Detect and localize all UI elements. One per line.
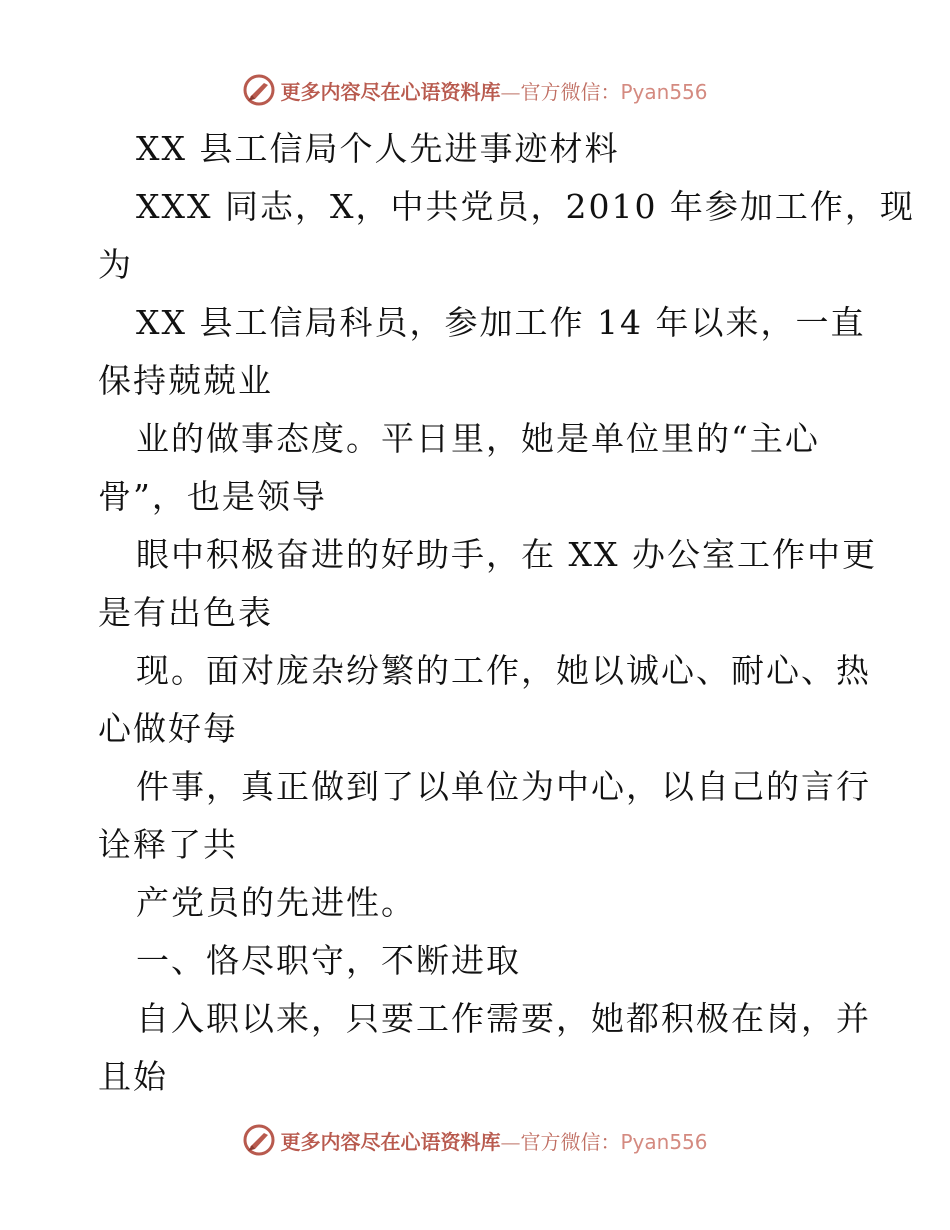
watermark-wechat-label: 官方微信：	[520, 79, 621, 104]
watermark-wechat-id: Pyan556	[620, 1129, 708, 1154]
document-title: XX 县工信局个人先进事迹材料	[136, 129, 620, 168]
text-line: 是有出色表	[98, 593, 273, 632]
text-line: 一、恪尽职守，不断进取	[136, 941, 521, 980]
watermark-main-text: 更多内容尽在心语资料库	[280, 1129, 501, 1154]
text-line: 自入职以来，只要工作需要，她都积极在岗，并	[136, 999, 871, 1038]
watermark-banner-top	[0, 70, 950, 110]
text-line: 心做好每	[98, 709, 238, 748]
watermark-separator: —	[500, 79, 521, 104]
text-line: 诠释了共	[98, 825, 238, 864]
watermark-banner-bottom	[0, 1120, 950, 1160]
text-line: 骨”，也是领导	[98, 477, 327, 516]
text-line: 且始	[98, 1057, 168, 1096]
text-line: 产党员的先进性。	[136, 883, 416, 922]
fountain-pen-logo-icon	[242, 1123, 276, 1157]
watermark-wechat-label: 官方微信：	[520, 1129, 621, 1154]
document-body	[98, 120, 915, 1106]
text-line: XXX 同志，X，中共党员，2010 年参加工作，现	[136, 187, 915, 226]
fountain-pen-logo-icon	[242, 73, 276, 107]
watermark-wechat-id: Pyan556	[620, 79, 708, 104]
text-line: 件事，真正做到了以单位为中心，以自己的言行	[136, 767, 871, 806]
text-line: XX 县工信局科员，参加工作 14 年以来，一直	[136, 303, 866, 342]
text-line: 为	[98, 245, 133, 284]
watermark-main-text: 更多内容尽在心语资料库	[280, 79, 501, 104]
watermark-separator: —	[500, 1129, 521, 1154]
text-line: 眼中积极奋进的好助手，在 XX 办公室工作中更	[136, 535, 877, 574]
text-line: 现。面对庞杂纷繁的工作，她以诚心、耐心、热	[136, 651, 871, 690]
text-line: 业的做事态度。平日里，她是单位里的“主心	[136, 419, 820, 458]
text-line: 保持兢兢业	[98, 361, 273, 400]
